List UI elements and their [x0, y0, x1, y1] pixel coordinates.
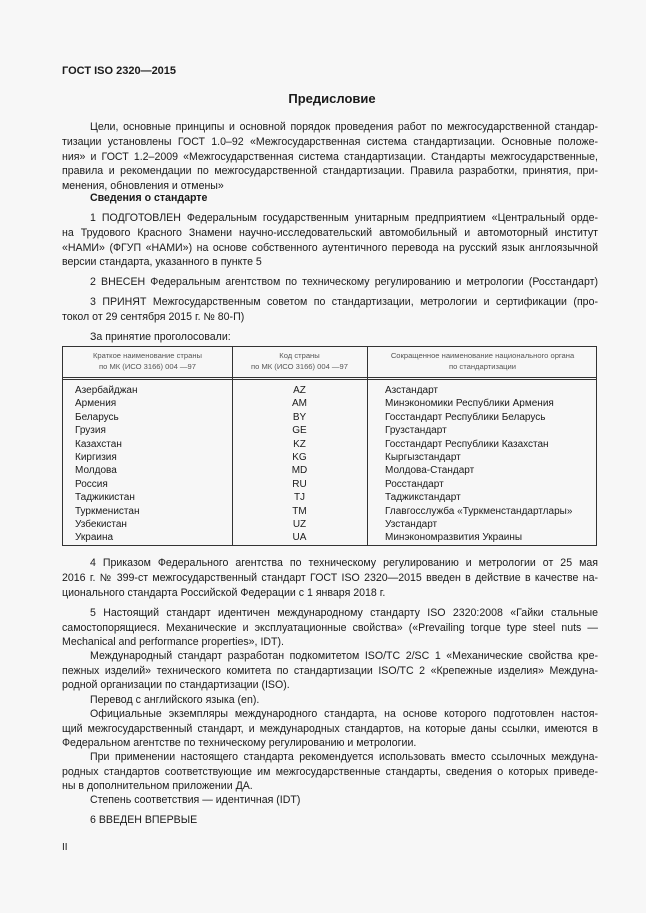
country-code: TJ: [293, 492, 306, 504]
column-header: Краткое наименование страны: [93, 351, 202, 360]
p1-line: «НАМИ» (ФГУП «НАМИ») на основе собственного аутентичного перевода на русский язык англоязычной: [62, 241, 598, 254]
standards-body: Узстандарт: [385, 519, 438, 530]
p1-line: на Трудового Красного Знамени научно-исследовательский автомобильный и автомоторный институт: [62, 226, 598, 239]
country-name: Беларусь: [75, 411, 119, 423]
country-name: Казахстан: [75, 438, 122, 450]
standards-body: Главгосслужба «Туркменстандартлары»: [385, 505, 573, 517]
standards-body: Молдова-Стандарт: [385, 465, 475, 477]
country-name: Азербайджан: [75, 385, 138, 396]
column-header: по МК (ИСО 3166) 004 —97: [251, 362, 348, 371]
document-code: ГОСТ ISO 2320—2015: [62, 65, 177, 77]
column-header: по МК (ИСО 3166) 004 —97: [99, 362, 196, 371]
column-header: Сокращенное наименование национального органа: [390, 351, 575, 360]
p5-line: Mechanical and performance properties», IDT).: [62, 636, 284, 649]
country-code: TM: [292, 505, 307, 517]
section-title: Сведения о стандарте: [90, 192, 208, 204]
country-code: UZ: [292, 519, 307, 530]
country-name: Таджикистан: [75, 492, 135, 504]
country-code: GE: [292, 425, 307, 437]
p5-line: 5 Настоящий стандарт идентичен международному стандарту ISO 2320:2008 «Гайки стальные: [90, 607, 598, 619]
p4-line: 4 Приказом Федерального агентства по техническому регулированию и метрологии от 25 мая: [90, 557, 598, 569]
country-name: Киргизия: [75, 452, 117, 463]
standards-body: Азстандарт: [385, 385, 439, 396]
standards-body: Минэкономики Республики Армения: [385, 398, 554, 410]
p4-line: ционального стандарта Российской Федерации с 1 января 2018 г.: [62, 586, 386, 599]
country-code: AZ: [293, 385, 306, 396]
p5b-line: Международный стандарт разработан подкомитетом ISO/TC 2/SC 1 «Механические свойства кре-: [90, 650, 598, 662]
standards-body: Госстандарт Республики Казахстан: [385, 438, 549, 450]
p5e-line: При применении настоящего стандарта рекомендуется использовать вместо ссылочных междуна-: [90, 751, 598, 763]
p5d-line: Федеральном агентстве по техническому регулированию и метрологии.: [62, 737, 417, 750]
p4-line: 2016 г. № 399-ст межгосударственный стандарт ГОСТ ISO 2320—2015 введен в действие в качестве на-: [62, 571, 598, 584]
country-name: Туркменистан: [75, 505, 140, 517]
intro-line: тизации установлены ГОСТ 1.0–92 «Межгосударственная система стандартизации. Основные положе-: [62, 135, 598, 148]
p_vote-line: За принятие проголосовали:: [90, 331, 231, 343]
column-header: по стандартизации: [448, 362, 517, 371]
p5e-line: родных стандартов соответствующие им межгосударственные стандарты, сведения о которых приведе-: [62, 765, 598, 778]
column-header: Код страны: [279, 351, 320, 360]
page-title: Предисловие: [288, 91, 376, 106]
country-name: Грузия: [75, 425, 106, 437]
p5b-line: родной организации по стандартизации (ISO).: [62, 679, 290, 692]
country-code: KG: [292, 452, 307, 463]
standards-body: Росстандарт: [385, 478, 444, 490]
country-code: AM: [292, 398, 307, 410]
intro-line: ния» и ГОСТ 1.2–2009 «Межгосударственная система стандартизации. Стандарты межгосударственные,: [62, 150, 598, 163]
p5d-line: Официальные экземпляры международного стандарта, на основе которого подготовлен настоя-: [90, 708, 598, 720]
standards-body: Грузстандарт: [385, 425, 447, 437]
p6-line: 6 ВВЕДЕН ВПЕРВЫЕ: [90, 814, 198, 826]
standards-body: Госстандарт Республики Беларусь: [385, 411, 546, 423]
standards-body: Минэкономразвития Украины: [385, 532, 523, 544]
country-name: Армения: [75, 398, 117, 410]
p1-line: версии стандарта, указанного в пункте 5: [62, 256, 262, 269]
country-code: KZ: [293, 438, 306, 450]
p2-line: 2 ВНЕСЕН Федеральным агентством по техническому регулированию и метрологии (Росстандарт): [90, 276, 598, 288]
p5c-line: Перевод с английского языка (en).: [90, 694, 260, 706]
p3-line: 3 ПРИНЯТ Межгосударственным советом по стандартизации, метрологии и сертификации (про-: [90, 296, 598, 308]
voting-table: [62, 346, 597, 546]
page-number: II: [62, 842, 68, 853]
intro-line: менения, обновления и отмены»: [62, 180, 224, 193]
country-name: Россия: [75, 478, 108, 490]
header-divider: [63, 377, 596, 378]
country-name: Украина: [75, 532, 114, 544]
p5e-line: ны в дополнительном приложении ДА.: [62, 780, 253, 793]
p5-line: самостопорящиеся. Механические и эксплуатационные свойства» («Prevailing torque type steel nuts —: [62, 621, 598, 634]
standards-body: Таджикстандарт: [385, 492, 461, 504]
country-code: UA: [292, 532, 307, 544]
intro-line: Цели, основные принципы и основной порядок проведения работ по межгосударственной стандар-: [90, 121, 598, 133]
country-name: Молдова: [75, 465, 117, 477]
p5b-line: пежных изделий» технического комитета по стандартизации ISO/TC 2 «Крепежные изделия» Междуна-: [62, 664, 598, 677]
standards-body: Кыргызстандарт: [385, 452, 461, 463]
intro-line: правила и рекомендации по межгосударственной стандартизации. Правила разработки, принятия, при-: [62, 165, 598, 178]
header-divider: [63, 379, 596, 380]
p3-line: токол от 29 сентября 2015 г. № 80-П): [62, 310, 245, 323]
p5f-line: Степень соответствия — идентичная (IDT): [90, 794, 301, 806]
country-code: MD: [291, 465, 308, 477]
country-code: BY: [292, 411, 307, 423]
p5d-line: щий межгосударственный стандарт, и международных стандартов, на которые даны ссылки, имеются в: [62, 722, 598, 735]
country-name: Узбекистан: [75, 519, 127, 530]
country-code: RU: [292, 478, 307, 490]
p1-line: 1 ПОДГОТОВЛЕН Федеральным государственным унитарным предприятием «Центральный орде-: [90, 212, 598, 224]
